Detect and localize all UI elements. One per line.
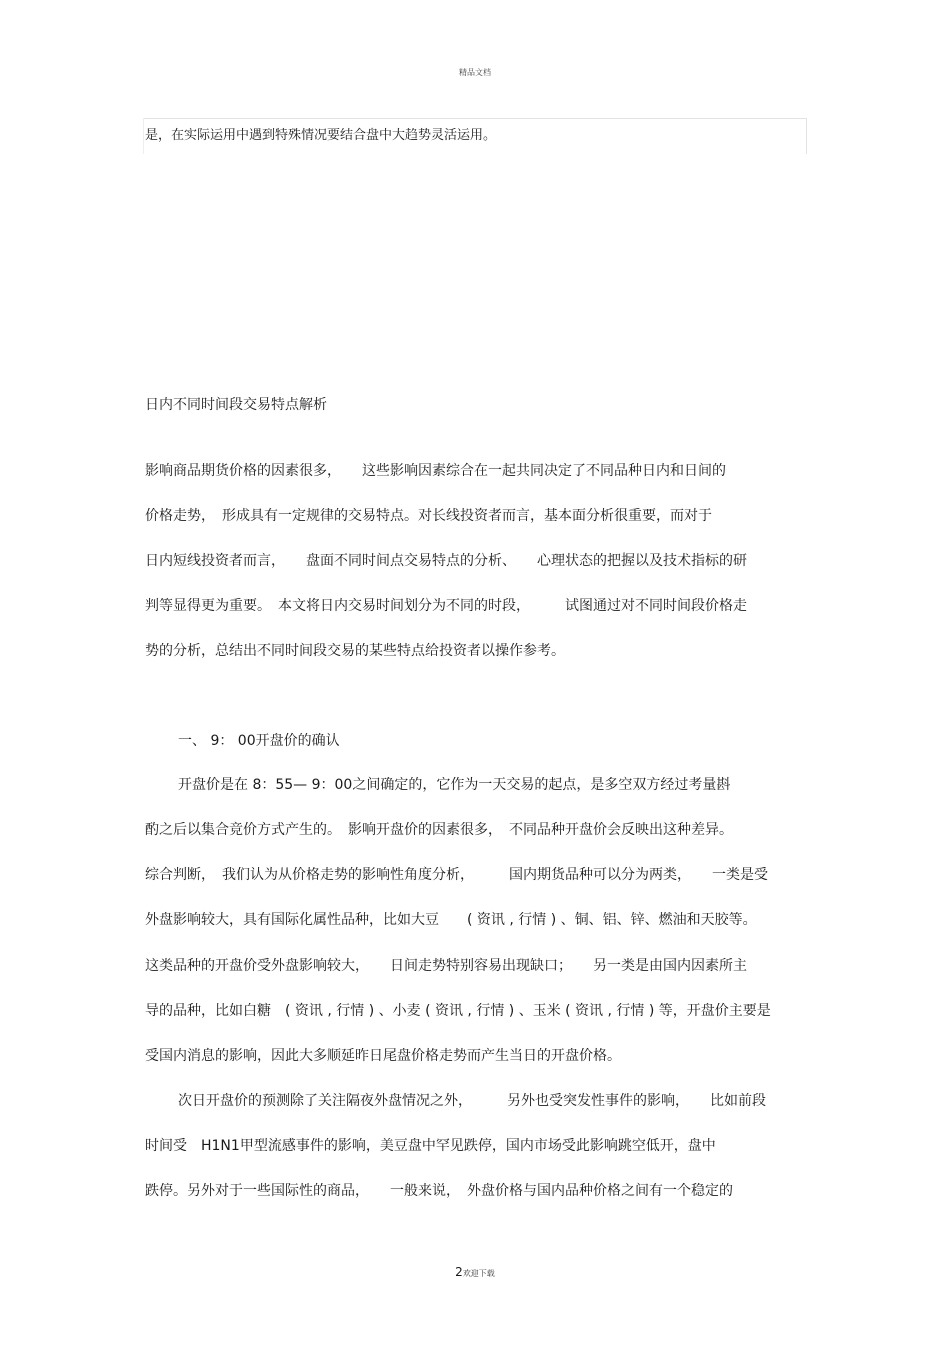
paragraph-line: 时间受 H1N1甲型流感事件的影响，美豆盘中罕见跌停，国内市场受此影响跳空低开，盘中 [145,1138,716,1154]
paragraph-line: 次日开盘价的预测除了关注隔夜外盘情况之外， 另外也受突发性事件的影响， 比如前段 [178,1093,766,1109]
paragraph-line: 综合判断， 我们认为从价格走势的影响性角度分析， 国内期货品种可以分为两类， 一类是受 [145,867,768,883]
article-title: 日内不同时间段交易特点解析 [145,397,327,413]
paragraph-line: 开盘价是在 8：55— 9：00之间确定的，它作为一天交易的起点，是多空双方经过考量斟 [178,777,731,793]
paragraph-line: 判等显得更为重要。 本文将日内交易时间划分为不同的时段， 试图通过对不同时间段价格走 [145,598,747,614]
box-border-left [143,118,144,154]
page-header: 精品文档 [459,68,491,77]
paragraph-line: 受国内消息的影响，因此大多顺延昨日尾盘价格走势而产生当日的开盘价格。 [145,1048,621,1064]
paragraph-line: 外盘影响较大，具有国际化属性品种，比如大豆 ( 资讯 , 行情 ) 、铜、铝、锌、燃油和天胶等。 [145,912,757,928]
paragraph-line: 影响商品期货价格的因素很多， 这些影响因素综合在一起共同决定了不同品种日内和日间的 [145,463,726,479]
paragraph-line: 日内短线投资者而言， 盘面不同时间点交易特点的分析、 心理状态的把握以及技术指标的研 [145,553,747,569]
footer-label: 欢迎下载 [462,1269,495,1278]
paragraph-line: 导的品种，比如白糖 ( 资讯 , 行情 ) 、小麦 ( 资讯 , 行情 ) 、玉米 ( 资讯 , 行情 ) 等，开盘价主要是 [145,1003,771,1019]
paragraph-line: 酌之后以集合竞价方式产生的。 影响开盘价的因素很多， 不同品种开盘价会反映出这种差异。 [145,822,733,838]
paragraph-line: 跌停。另外对于一些国际性的商品， 一般来说， 外盘价格与国内品种价格之间有一个稳定的 [145,1183,733,1199]
paragraph-line: 势的分析，总结出不同时间段交易的某些特点给投资者以操作参考。 [145,643,565,659]
section-heading: 一、 9： 00开盘价的确认 [178,733,340,749]
paragraph-line: 价格走势， 形成具有一定规律的交易特点。对长线投资者而言，基本面分析很重要，而对于 [145,508,712,524]
paragraph-line: 这类品种的开盘价受外盘影响较大， 日间走势特别容易出现缺口； 另一类是由国内因素所主 [145,958,747,974]
box-border-top [143,118,807,119]
page-footer [0,1261,950,1280]
page-number: 2 [455,1265,463,1279]
box-border-right [806,118,807,154]
continued-text-line: 是，在实际运用中遇到特殊情况要结合盘中大趋势灵活运用。 [145,128,497,143]
